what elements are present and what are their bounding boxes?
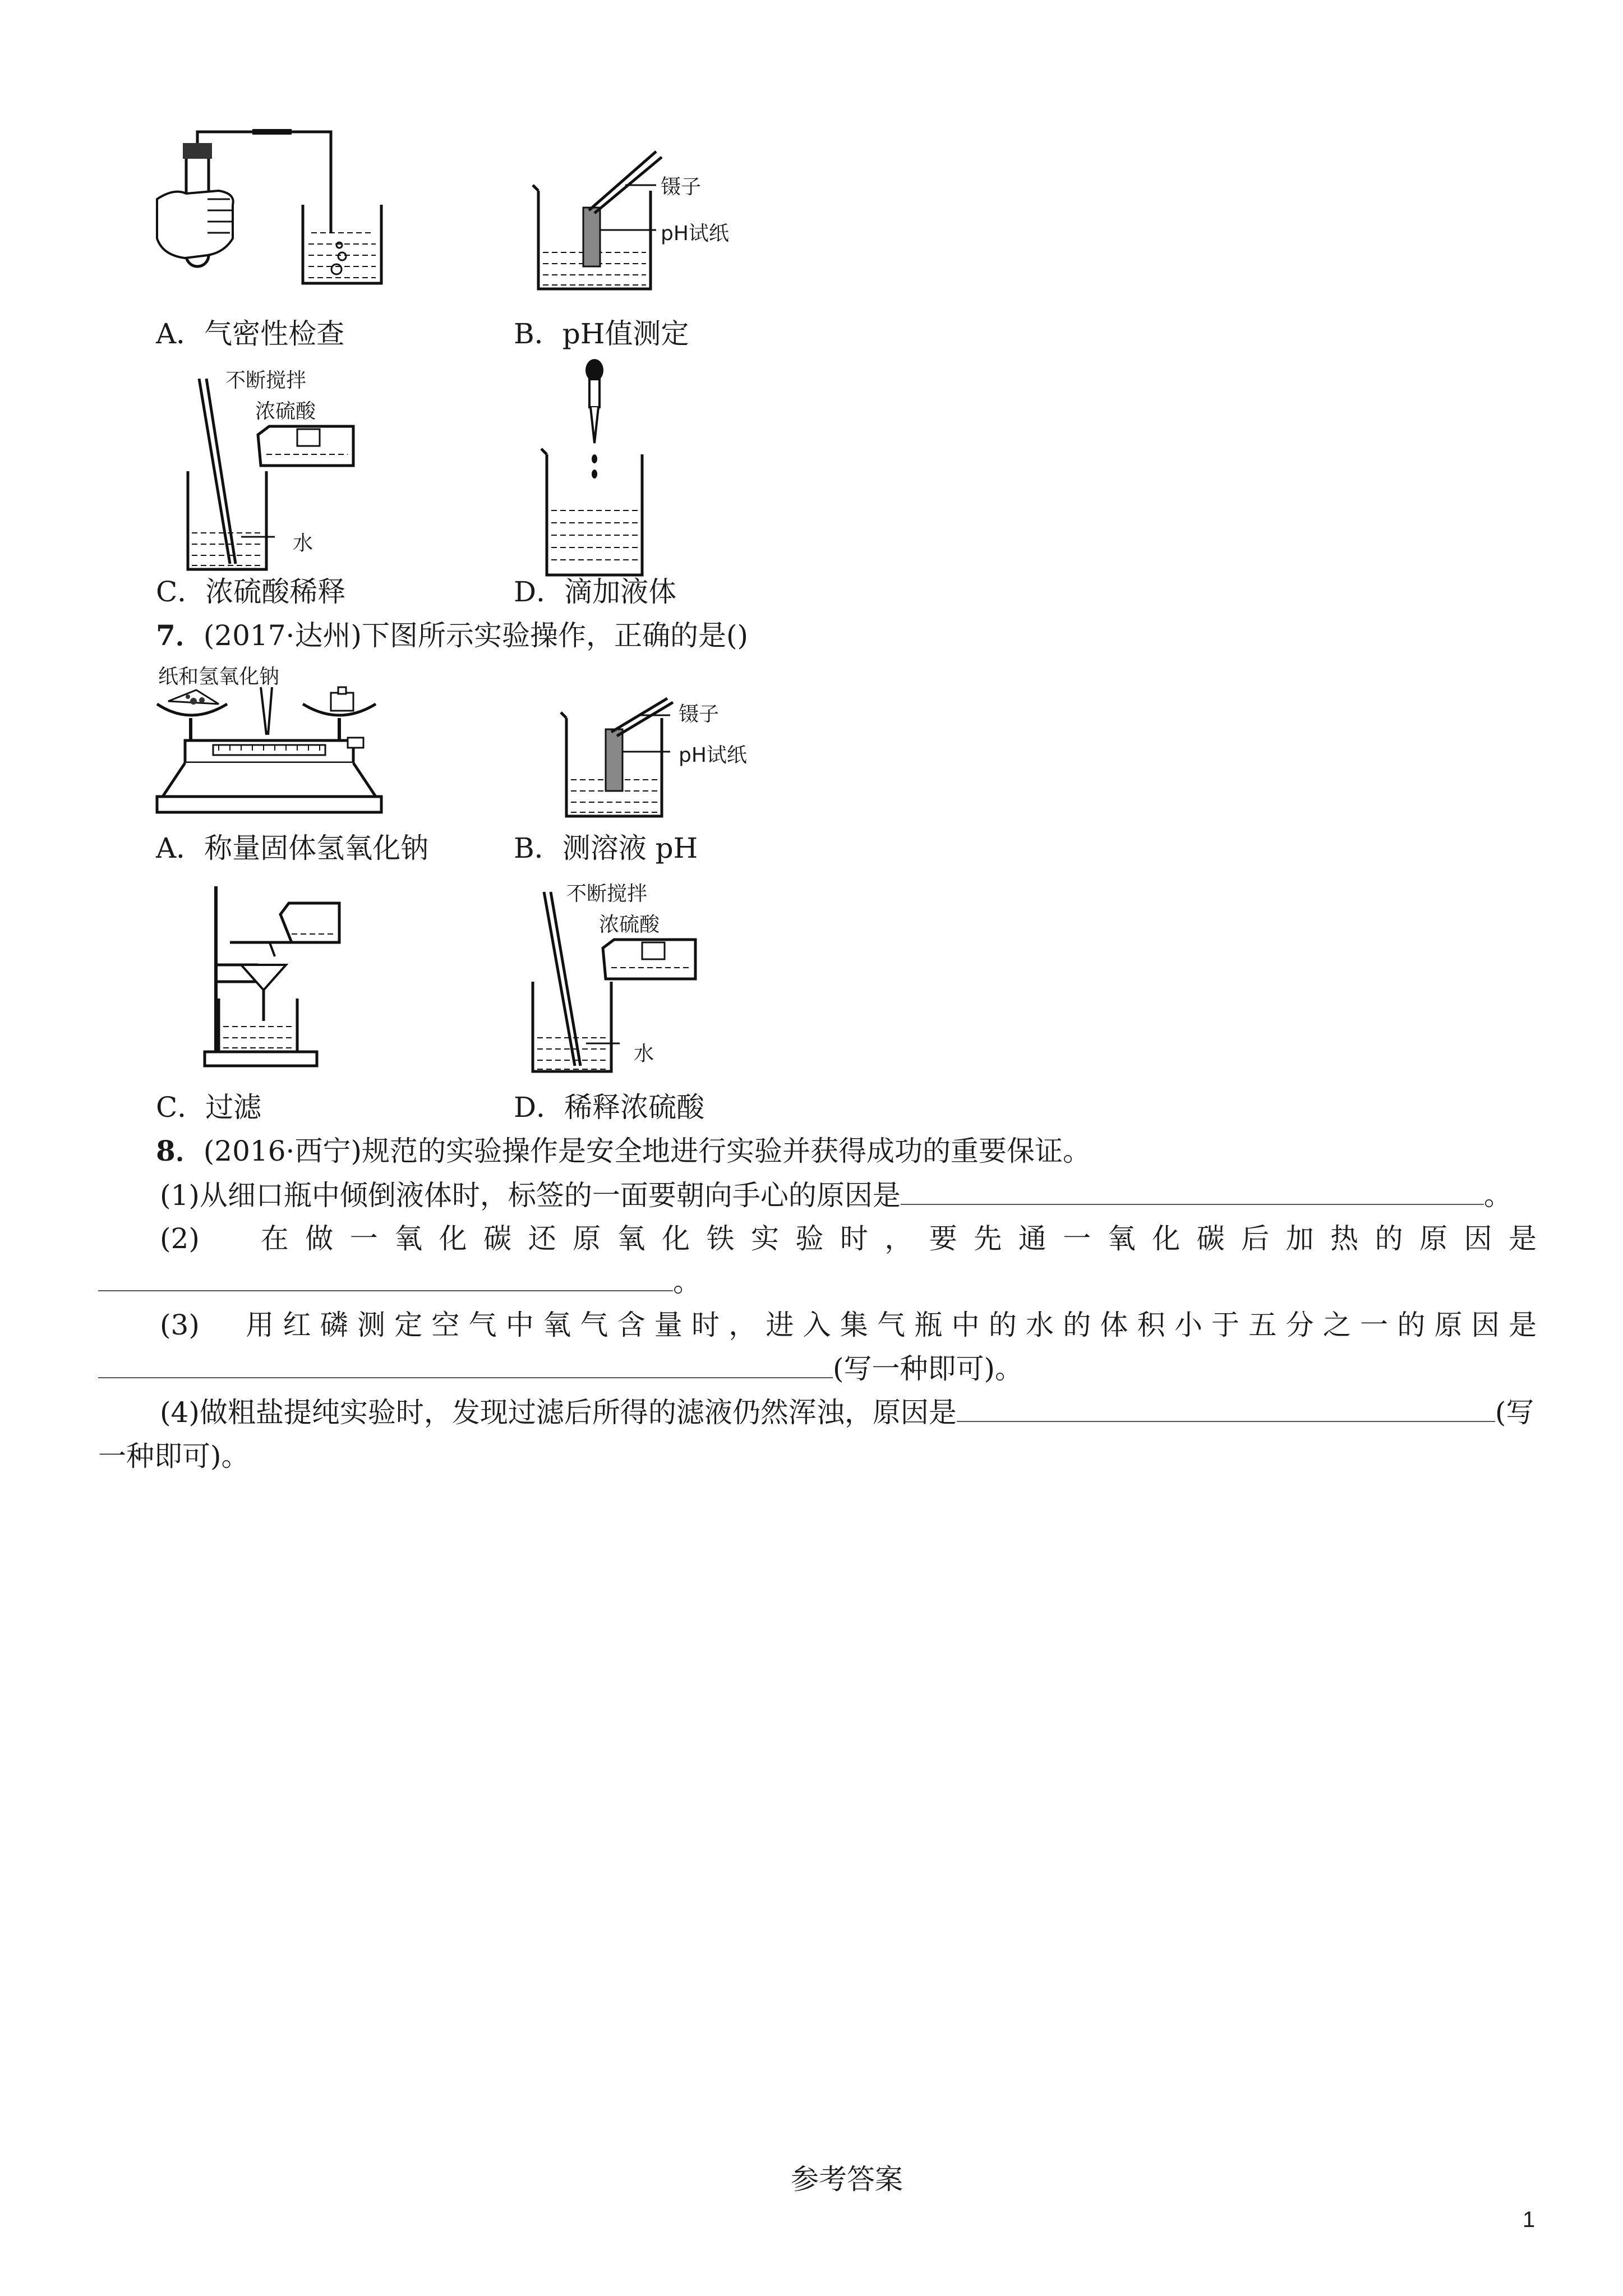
label-ph-paper-1: pH试纸 (661, 222, 729, 245)
part-3-end: (写一种即可)。 (833, 1352, 1023, 1385)
option-6d: D．滴加液体 (514, 576, 677, 608)
part-1-end: 。 (1483, 1179, 1512, 1212)
label-acid-2: 浓硫酸 (599, 913, 660, 936)
part-1-text: (1)从细口瓶中倾倒液体时，标签的一面要朝向手心的原因是 (160, 1179, 901, 1212)
option-7a: A．称量固体氢氧化钠 (156, 832, 429, 864)
figure-dropper (536, 359, 670, 583)
label-tweezers-2: 镊子 (679, 703, 720, 726)
figure-airtightness-check (151, 126, 387, 295)
option-7c: C．过滤 (156, 1091, 262, 1124)
question-8-part-3-line2 (98, 1352, 1023, 1386)
option-7d: D．稀释浓硫酸 (514, 1091, 705, 1124)
question-8-part-2-line2 (98, 1265, 701, 1299)
question-8-part-1 (160, 1179, 1512, 1212)
label-paper-naoh: 纸和氢氧化钠 (158, 665, 280, 688)
part-4-text: (4)做粗盐提纯实验时，发现过滤后所得的滤液仍然浑浊，原因是 (160, 1396, 957, 1429)
page-number: 1 (1523, 2207, 1536, 2232)
label-stir-1: 不断搅拌 (225, 369, 307, 392)
label-tweezers-1: 镊子 (661, 176, 702, 199)
part-4-tail: (写 (1495, 1396, 1534, 1429)
figure-filtration (196, 881, 353, 1071)
label-water-2: 水 (634, 1042, 654, 1065)
option-7b: B．测溶液 pH (514, 832, 698, 864)
question-8-text: (2016·西宁)规范的实验操作是安全地进行实验并获得成功的重要保证。 (203, 1135, 1091, 1167)
question-7-stem (156, 619, 748, 652)
question-8-part-3: (3) 用红磷测定空气中氧气含量时，进入集气瓶中的水的体积小于五分之一的原因是 (160, 1309, 1537, 1341)
label-acid-1: 浓硫酸 (255, 400, 316, 423)
option-6b: B．pH值测定 (514, 318, 689, 350)
answer-blank-3[interactable] (98, 1373, 833, 1378)
question-8-part-4 (160, 1396, 1534, 1429)
answer-blank-1[interactable] (901, 1199, 1484, 1205)
question-8-number: 8． (156, 1134, 204, 1167)
answer-heading: 参考答案 (791, 2163, 903, 2196)
answer-blank-2[interactable] (98, 1286, 673, 1291)
question-8-part-2: (2) 在做一氧化碳还原氧化铁实验时，要先通一氧化碳后加热的原因是 (160, 1222, 1537, 1255)
question-7-number: 7． (156, 619, 204, 652)
part-2-end: 。 (673, 1266, 701, 1298)
label-water-1: 水 (293, 532, 313, 555)
answer-blank-4[interactable] (957, 1416, 1495, 1422)
label-ph-paper-2: pH试纸 (679, 744, 747, 767)
option-6c: C．浓硫酸稀释 (156, 576, 346, 608)
label-stir-2: 不断搅拌 (566, 882, 648, 905)
figure-balance (151, 684, 398, 825)
option-6a: A．气密性检查 (156, 318, 345, 350)
question-7-text: (2017·达州)下图所示实验操作，正确的是() (203, 619, 748, 652)
question-8-stem (156, 1134, 1091, 1168)
question-8-part-4-line2: 一种即可)。 (98, 1440, 250, 1473)
